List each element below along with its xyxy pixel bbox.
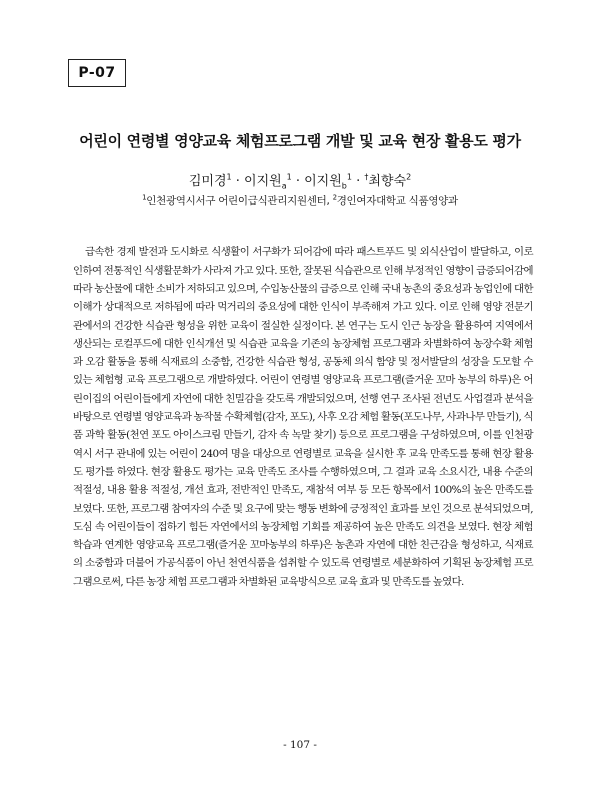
affiliation-mark: 1 — [142, 193, 147, 202]
author-separator: · — [351, 174, 365, 189]
author-sub-mark: b — [341, 181, 347, 191]
poster-code-box: P-07 — [68, 59, 126, 87]
author-name: 최향숙 — [368, 174, 407, 189]
affiliation-line — [0, 193, 600, 208]
affiliation-text: 인천광역시서구 어린이급식관리지원센터, — [146, 195, 333, 207]
author-line — [0, 170, 600, 191]
affiliation-text: 경인여자대학교 식품영양과 — [336, 195, 458, 207]
author-affil-mark: 1 — [346, 172, 352, 182]
author-name: 김미경 — [188, 174, 227, 189]
corresponding-author-mark: † — [364, 172, 369, 182]
abstract-paragraph: 급속한 경제 발전과 도시화로 식생활이 서구화가 되어감에 따라 패스트푸드 및 외식산업이 발달하고, 이로 인하여 전통적인 식생활문화가 사라져 가고 있다. 또한, 잘못된 식습관으로 인해 부정적인 영향이 급증되어감에 따라 농산물에 대한 소비가 저하되고 있으며, 수입농산물의 급증으로 인해 국내 농촌의 중요성과 농업인에 대한 이해가 상대적으로 저하됨에 따라 먹거리의 중요성에 대한 인식이 부족해져 가고 있다. 이로 인해 영양 전문기관에서의 건강한 식습관 형성을 위한 교육이 절실한 실정이다. 본 연구는 도시 인근 농장을 활용하여 지역에서 생산되는 로컬푸드에 대한 인식개선 및 식습관 교육을 기존의 농장체험 프로그램과 차별화하여 농장수확 체험과 오감 활동을 통해 식재료의 소중함, 건강한 식습관 형성, 공동체 의식 함양 및 정서발달의 성장을 도모할 수 있는 체험형 교육 프로그램으로 개발하였다. 어린이 연령별 영양교육 프로그램(즐거운 꼬마 농부의 하루)은 어린이집의 어린이들에게 자연에 대한 친밀감을 갖도록 개발되었으며, 선행 연구 조사된 전년도 사업결과 분석을 바탕으로 연령별 영양교육과 농작물 수확체험(감자, 포도), 사후 오감 체험 활동(포도나무, 사과나무 만들기), 식품 과학 활동(천연 포도 아이스크림 만들기, 감자 속 녹말 찾기) 등으로 프로그램을 구성하였으며, 이를 인천광역시 서구 관내에 있는 어린이 240여 명을 대상으로 연령별로 교육을 실시한 후 교육 만족도를 통해 현장 활용도 평가를 하였다. 현장 활용도 평가는 교육 만족도 조사를 수행하였으며, 그 결과 교육 소요시간, 내용 수준의 적절성, 내용 활용 적절성, 개선 효과, 전반적인 만족도, 재참석 여부 등 모든 항목에서 100%의 높은 만족도를 보였다. 또한, 프로그램 참여자의 수준 및 요구에 맞는 행동 변화에 긍정적인 효과를 보인 것으로 분석되었으며, 도심 속 어린이들이 접하기 힘든 자연에서의 농장체험 기회를 제공하여 높은 만족도 의견을 보였다. 현장 체험학습과 연계한 영양교육 프로그램(즐거운 꼬마농부의 하루)은 농촌과 자연에 대한 친근감을 형성하고, 식재료의 소중함과 더불어 가공식품이 아닌 천연식품을 섭취할 수 있도록 연령별로 세분화하여 기획된 농장체험 프로그램으로써, 다른 농장 체험 프로그램과 차별화된 교육방식으로 교육 효과 및 만족도를 높였다. — [73, 246, 534, 588]
author-affil-mark: 1 — [226, 172, 232, 182]
author-affil-mark: 1 — [286, 172, 292, 182]
affiliation-mark: 2 — [332, 193, 337, 202]
author-name: 이지원 — [244, 174, 282, 189]
author-name: 이지원 — [304, 174, 342, 189]
author-separator: · — [231, 174, 245, 189]
author-affil-mark: 2 — [406, 172, 412, 182]
author-separator: · — [291, 174, 305, 189]
paper-title: 어린이 연령별 영양교육 체험프로그램 개발 및 교육 현장 활용도 평가 — [79, 132, 521, 150]
author-sub-mark: a — [281, 181, 287, 191]
page-number: - 107 - — [283, 739, 317, 751]
